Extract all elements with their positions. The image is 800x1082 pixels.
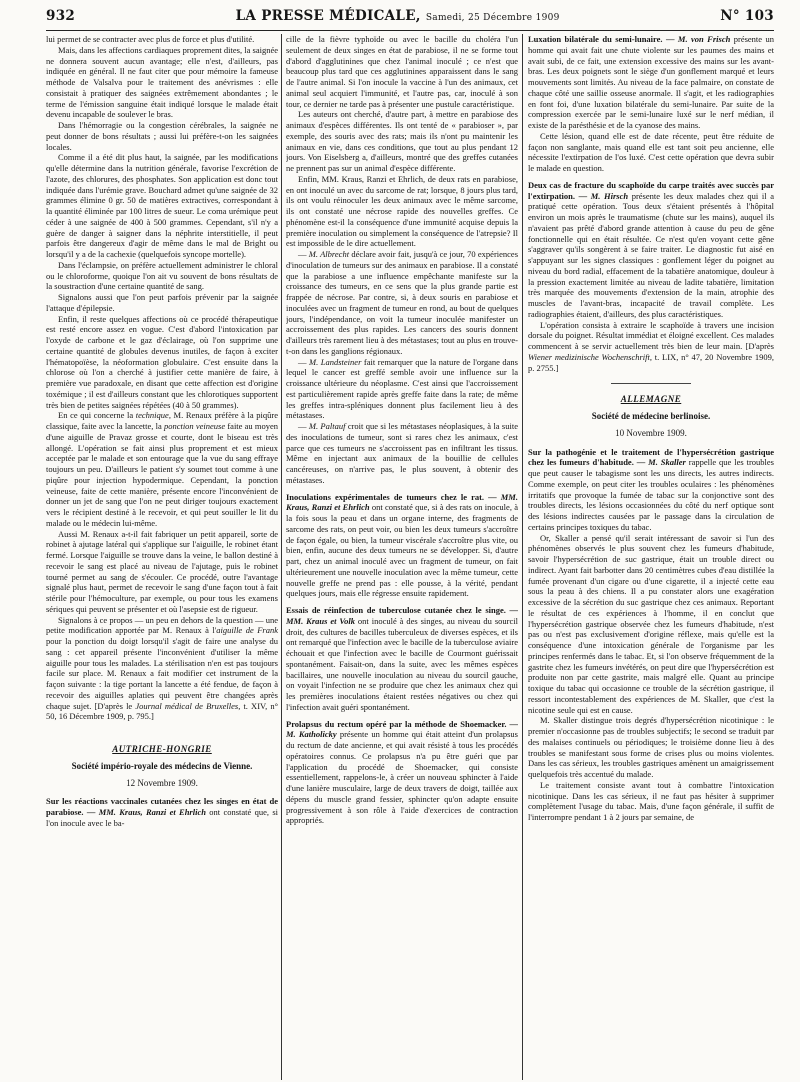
text: faite au moyen d'une aiguille de Pravaz grosse et courte, dont le biseau est très allongé. L'opération se fait ainsi plus proprement et est mieux acceptée par le malade et son entourage que la vue du sang effraye toujours un peu. D'ailleurs le patient s'y soumet tout comme à une piqûre pour injection hypodermique. Cependant, la ponction veineuse, faite de cette manière, présente encore l'inconvénient de donner un jet de sang que l'on ne peut diriger toujours exactement vers le récipient destiné à le recevoir, et qui peut souiller le lit du malade ou le médecin lui-même. xyxy=(46,421,278,528)
paragraph: M. Skaller distingue trois degrés d'hypersécrétion nicotinique : le premier n'occasionne pas de troubles subjectifs; le second se traduit par des malaises continuels ou périodiques; le troisième donne lieu à des troubles se manifestant sous forme de crises plus ou moins violentes. Dans les cas sérieux, les troubles gastriques amènent un amaigrissement quelquefois très accentué du malade. xyxy=(528,715,774,779)
text: — xyxy=(298,356,310,367)
paragraph xyxy=(286,357,518,422)
paragraph xyxy=(528,447,774,533)
separator-rule xyxy=(611,383,691,384)
paragraph xyxy=(528,34,774,131)
author: M. Skaller xyxy=(648,457,686,468)
paragraph xyxy=(46,410,278,528)
authors: MM. Kraus, Ranzi et Ehrlich xyxy=(98,807,206,817)
paragraph xyxy=(286,492,518,600)
article-title: Inoculations expérimentales de tumeurs chez le rat. — xyxy=(286,491,501,502)
paragraph: lui permet de se contracter avec plus de force et plus d'utilité. xyxy=(46,34,255,44)
text: rappelle que les troubles que peut causer le tabagisme sont les uns directs, les autres indirects. Comme exemple, on peut citer les troubles oculaires : les phénomènes irritatifs que provoque la fumée de tabac sur la conjonctive sont des troubles directs, les lésions occasionnées du côté du nerf optique sont des lésions indirectes causées par le passage dans la circulation de certains principes toxiques du tabac. xyxy=(528,457,774,532)
paragraph: Dans l'hémorragie ou la congestion cérébrales, la saignée ne peut donner de bons résultats ; aussi lui préfère-t-on les saignées locales. xyxy=(46,120,278,152)
emphasis: aiguille de Frank xyxy=(216,625,278,636)
paragraph xyxy=(528,320,774,374)
journal-title xyxy=(236,8,560,24)
emphasis: technique xyxy=(135,410,169,421)
column-3 xyxy=(528,34,774,1080)
text: présente un homme qui était atteint d'un prolapsus du rectum de date ancienne, et qui avait résisté à tous les procédés opératoires connus. Ce prolapsus n'a pu être guéri que par l'application du procédé de Shoemacker, qui consiste essentiellement, rappelons-le, à créer un nouveau sphincter à l'aide d'une lanière musculaire, large de deux travers de doigt, taillée aux dépens du muscle grand fessier, sphincter qu'on adapte ensuite progressivement à son rôle à l'aide d'exercices de contraction appropriés. xyxy=(286,729,518,826)
paragraph xyxy=(528,180,774,320)
session-date-vienna: 12 Novembre 1909. xyxy=(126,777,198,788)
text: présente un homme qui avait fait une chute violente sur les paumes des mains et avait subi, de ce fait, une extension excessive des mains sur les avant-bras. Les deux poignets sont le siège d'un gonflement marqué et leurs mouvements sont limités. Au niveau de la face palmaire, on constate de chaque côté une saillie osseuse anormale. Il s'agit, et les radiographies en font foi, d'une luxation bilatérale du semi-lunaire. Par suite de la compression exercée par le semi-lunaire luxé sur le nerf médian, il existe de la parésthésie et de la cyanose des mains. xyxy=(528,34,774,130)
column-1 xyxy=(46,34,278,1080)
text: L'opération consista à extraire le scaphoïde à travers une incision dorsale du poignet. Résultat immédiat et éloigné excellent. Ces malades commencent à se servir actuellement très bien de leur main. [D'après xyxy=(528,319,774,351)
paragraph: cille de la fièvre typhoïde ou avec le bacille du choléra l'un seulement de deux singes en état de parabiose, il ne se forme tout d'abord d'agglutinines que chez l'animal inoculé ; ce n'est que beaucoup plus tard que ces agglutinines apparaissent dans le sang de l'autre animal. Si l'on inocule la vaccine à l'un des animaux, cet animal seul acquiert l'immunité, et l'autre pas, car, inoculé à son tour, ce dernier ne tarde pas à présenter une pustule caractéristique. xyxy=(286,34,518,109)
column-divider-1 xyxy=(281,34,282,1080)
text: fait remarquer que la nature de l'organe dans lequel le cancer est greffé semble avoir une influence sur la croissance ultérieure du néoplasme. C'est ainsi que l'accroissement est particulièrement rapide après greffe faite dans la rate; de même les greffes intra-spléniques donnent plus facilement lieu à des métastases. xyxy=(286,356,518,421)
header-rule xyxy=(46,30,774,31)
emphasis: Wiener medizinische Wochenschrift xyxy=(528,351,650,362)
article-title: Essais de réinfection de tuberculose cutanée chez le singe. — xyxy=(286,605,518,615)
emphasis: Journal médical de Bruxelles xyxy=(135,700,239,711)
text: ont inoculé à des singes, au niveau du sourcil droit, des cultures de bacilles tuberculeux de diverses espèces, et ils ont remarqué que l'infection avec le bacille de la tuberculose aviaire échouait et que l'infection avec le bacille de Courmont guérissait spontanément. Faisait-on, dans la suite, avec les mêmes espèces bacillaires, une nouvelle inoculation au niveau du sourcil gauche, on voyait l'infection ne se produire que chez les animaux chez qui les premières inoculations étaient restées négatives ou chez qui l'infection avait guéri spontanément. xyxy=(286,615,518,712)
author: M. von Frisch xyxy=(677,34,731,44)
article-title: Prolapsus du rectum opéré par la méthode de Shoemacker. — xyxy=(286,718,518,729)
paragraph: Or, Skaller a pensé qu'il serait intéressant de savoir si l'un des phénomènes observés le plus souvent chez les fumeurs d'habitude, savoir l'hypersécrétion de suc gastrique, était un trouble direct ou indirect. Ayant fait barbotter dans 20 centimètres cubes d'eau distillée la fumée provenant d'un cigare ou d'une cigarette, il a injecté cette eau sous la peau à des chiens. Il a pu constater alors une exagération excessive de la sécrétion du suc gastrique chez ces animaux. Reportant le résultat de ces expériences à l'homme, il en conclut que l'hypersécrétion gastrique observée chez les fumeurs d'habitude, n'est pas ou n'est pas exclusivement d'origine réflexe, mais qu'elle est la conséquence d'une intoxication générale de l'organisme par les principes renfermés dans le tabac. Et, si l'on observe fréquemment de la gastrite chez les fumeurs invétérés, on peut dire que l'hypersécrétion est produite non par cette gastrite, mais malgré elle. Quant au principe toxique du tabac qui occasionne ce trouble de la sécrétion gastrique, il ressort incontestablement des expériences de M. Skaller, que c'est la nicotine seule qui est en cause. xyxy=(528,532,774,715)
text: croit que si les métastases néoplasiques, à la suite des inoculations de tumeur, sont si rares chez les animaux, c'est parce que ces tumeurs ne s'accroissent pas en infiltrant les tissus. Même en injectant aux animaux de la bouillie de cellules cancéreuses, on n'arrive pas, le plus souvent, à obtenir des métastases. xyxy=(286,421,518,485)
issue-date: Samedi, 25 Décembre 1909 xyxy=(425,13,560,23)
authors: MM. Kraus, Ranzi et Ehrlich xyxy=(286,491,518,513)
session-date-berlin: 10 Novembre 1909. xyxy=(615,427,687,438)
column-divider-2 xyxy=(522,34,523,1080)
paragraph: Signalons aussi que l'on peut parfois prévenir par la saignée l'attaque d'épilepsie. xyxy=(46,292,278,313)
paragraph: Comme il a été dit plus haut, la saignée, par les modifications qu'elle détermine dans la nutrition générale, favorise l'excrétion de l'azote, des chlorures, des phosphates. Son application est donc tout indiquée dans l'urémie grave. Bouchard admet qu'une saignée de 32 grammes élimine 0 gr. 50 de matières extractives, correspondant à la quantité éliminée par 100 litres de sueur. Le coma urémique peut céder à une saignée de 400 à 500 grammes. Cependant, s'il n'y a guère de danger à saigner dans la néphrite interstitielle, il peut parfois être dangereux d'agir de même dans le mal de Bright ou lorsqu'il y a de la cachexie (quelquefois syncope mortelle). xyxy=(46,152,278,259)
author: M. Katholicky xyxy=(286,729,337,740)
article-title: Deux cas de fracture du scaphoïde du carpe traités avec succès par l'extirpation. — xyxy=(528,179,774,201)
text: — xyxy=(298,249,309,259)
text: ont constaté que, si à des rats on inocule, à la fois sous la peau et dans un organe interne, des fragments de sarcome des rats, on peut voir, ou bien les deux tumeurs s'accroître de façon égale, ou bien, la tumeur viscérale s'accroître plus vite, ou bien, enfin, aucune des deux tumeurs ne se développer. Si, d'autre part, chez un animal inoculé avec un fragment de tumeur, on fait ultérieurement une nouvelle inoculation avec la même tumeur, cette nouvelle greffe ne prend pas : elle pousse, à la vérité, pendant quelques jours, mais elle régresse ensuite rapidement. xyxy=(286,502,518,599)
page-number: 932 xyxy=(46,8,76,24)
journal-name: LA PRESSE MÉDICALE, xyxy=(235,8,421,24)
article-title: Sur les réactions vaccinales cutanées chez les singes en état de parabiose. — xyxy=(46,796,278,817)
author: M. Landsteiner xyxy=(309,356,362,367)
authors: MM. Kraus et Volk xyxy=(286,615,355,626)
paragraph: Le traitement consiste avant tout à combattre l'intoxication nicotinique. Dans les cas sérieux, il ne faut pas hésiter à supprimer complètement l'usage du tabac. Mais, d'une façon générale, il suffit de l'interrompre pendant 1 à 2 jours par semaine, de xyxy=(528,779,774,822)
text: déclare avoir fait, jusqu'à ce jour, 70 expériences d'inoculation de tumeurs sur des animaux en parabiose. Il a constaté que la parabiose a une influence empêchante manifeste sur la croissance des tumeurs, en ce sens que la plus grande partie est frappée de nécrose. Par contre, si, à deux souris en parabiose et inoculées avec un fragment de tumeur en rond, au bout de quelques jours, l'indépendance, on voit la tumeur inoculée manifester un accroissement des plus rapides. Les cancers des souris donnent d'ailleurs très rarement lieu à des métastases; tout au plus en trouve-t-on dans les ganglions régionaux. xyxy=(286,249,518,356)
text: , t. LIX, n° 47, 20 Novembre 1909, p. 2755.] xyxy=(528,351,774,373)
society-heading-vienna: Société império-royale des médecins de Vienne. xyxy=(71,760,253,771)
paragraph: Enfin, il reste quelques affections où ce procédé thérapeutique est resté encore assez en vogue. C'est d'abord l'intoxication par l'oxyde de carbone et le gaz d'éclairage, où l'on supprime une certaine quantité de globules devenus inutiles, de façon à exciter l'hématopoïèse, la néoformation globulaire. C'est ensuite dans la chlorose où l'on a cherché à justifier cette manière de faire, à première vue paradoxale, en disant que cette affection est d'origine toxémique ; il est d'ailleurs constant que les chlorotiques supportent très bien de petites saignées répétées (40 à 50 grammes). xyxy=(46,313,278,410)
text: ont constaté que, si l'on inocule avec le ba- xyxy=(46,807,278,828)
author: M. Hirsch xyxy=(590,190,629,201)
text: , M. Renaux préfère à la piqûre classique, faite avec la lancette, la xyxy=(46,410,278,431)
paragraph: Aussi M. Renaux a-t-il fait fabriquer un petit appareil, sorte de robinet à ajutage latéral qui s'applique sur l'aiguille, le robinet étant fermé. Lorsque l'aiguille se trouve dans la veine, le ballon destiné à recevoir le sang est placé au niveau de l'ajutage, puis le robinet tourné permet au sang de s'écouler. Ce procédé, outre l'avantage signalé plus haut, permet de recevoir le sang d'une façon tout à fait stérile pour l'hémoculture, par exemple, ou pour tous les examens sériques qui peuvent se présenter et où l'asepsie est de rigueur. xyxy=(46,528,278,614)
author: M. Paltauf xyxy=(308,421,346,431)
author: M. Albrecht xyxy=(308,249,350,259)
text: En ce qui concerne la xyxy=(58,410,136,421)
text: présente les deux malades chez qui il a pratiqué cette opération. Tous deux s'étaient présentés à l'hôpital environ un mois après le traumatisme (chute sur les mains), auquel ils n'avaient pas prêté d'abord grande attention à cause du peu de gêne fonctionnelle qui en était résultée. Ce n'est qu'en voyant cette gêne s'aggraver qu'ils songèrent à se faire traiter. Le diagnostic fut aisé en s'appuyant sur les signes classiques : gonflement léger du poignet au niveau du bord radial, effacement de la tabatière anatomique, douleur à la pression exactement limitée au niveau de ladite tabatière, limitation très marquée des mouvements d'extension de la main, atrophie des muscles de l'avant-bras, incapacité de travail complète. Les radiographies étaient, d'ailleurs, des plus caractéristiques. xyxy=(528,190,774,319)
text: , t. XIV, n° 50, 16 Décembre 1909, p. 795.] xyxy=(46,700,278,722)
issue-number: N° 103 xyxy=(720,8,774,24)
column-2 xyxy=(286,34,518,1080)
paragraph: Cette lésion, quand elle est de date récente, peut être réduite de façon non sanglante, mais quand elle est tant soit peu ancienne, elle nécessite l'extirpation de l'os luxé. C'est cette opération que devra subir le malade en question. xyxy=(528,130,774,173)
paragraph xyxy=(46,615,278,723)
paragraph: Mais, dans les affections cardiaques proprement dites, la saignée ne donnera souvent aucun avantage; elle n'est, d'ailleurs, pas indiquée en général. Il ne faut citer que pour mémoire la fameuse méthode de Valsalva pour le traitement des anévrismes : elle consistait à pratiquer des saignées extrêmement abondantes ; le terme de l'émission sanguine était indiqué lorsque le malade était devenu incapable de soulever le bras. xyxy=(46,44,278,120)
paragraph: Les auteurs ont cherché, d'autre part, à mettre en parabiose des animaux d'espèces différentes. Ils ont tenté de « parabioser », par exemple, des souris avec des rats; mais ils n'ont pu maintenir les animaux en vie, dans ces conditions, que tout au plus pendant 12 jours. Von Eiselsberg a, d'ailleurs, montré que des greffes cutanées ne prennent pas sur un animal d'espèce différente. xyxy=(286,109,518,173)
paragraph: Enfin, MM. Kraus, Ranzi et Ehrlich, de deux rats en parabiose, en ont inoculé un avec du sarcome de rat; lorsque, 8 jours plus tard, ils ont voulu réinoculer les deux animaux avec le même sarcome, ils ont constaté une nécrose rapide des nouvelles greffes. Ce phénomène est-il la conséquence d'une immunité acquise depuis la première inoculation ou simplement la conséquence de l'atrepsie? Il est impossible de le dire actuellement. xyxy=(286,173,518,249)
section-heading-austria: AUTRICHE-HONGRIE xyxy=(112,744,212,754)
text: Signalons à ce propos — un peu en dehors de la question — une petite modification apportée par M. Renaux à l' xyxy=(46,614,278,636)
article-title: Sur la pathogénie et le traitement de l'hypersécrétion gastrique chez les fumeurs d'habitude. — xyxy=(528,446,774,468)
text: — xyxy=(298,421,309,431)
article-title: Luxation bilatérale du semi-lunaire. — xyxy=(528,34,678,44)
society-heading-berlin: Société de médecine berlinoise. xyxy=(591,411,711,421)
emphasis: ponction veineuse xyxy=(163,421,226,431)
paragraph xyxy=(286,421,518,486)
paragraph: Dans l'éclampsie, on préfère actuellement administrer le chloral ou le chloroforme, quoique l'on ait vu souvent de bons résultats de la soustraction d'une certaine quantité de sang. xyxy=(46,259,278,292)
paragraph xyxy=(286,249,518,357)
paragraph xyxy=(286,719,518,827)
paragraph xyxy=(46,796,278,828)
paragraph xyxy=(286,605,518,713)
section-heading-germany: ALLEMAGNE xyxy=(620,394,682,405)
page-header xyxy=(46,8,774,28)
text: pour la ponction du doigt lorsqu'il s'agit de faire une analyse du sang : cet appareil présente l'inconvénient d'utiliser la même aiguille pour tous les malades. La stérilisation n'en est pas toujours facile sur place. M. Renaux a fait modifier cet instrument de la façon suivante : la tige portant la lancette a été fendue, de façon à recevoir des aiguilles aplaties qui peuvent être changées après chaque sujet. [D'après le xyxy=(46,636,278,711)
